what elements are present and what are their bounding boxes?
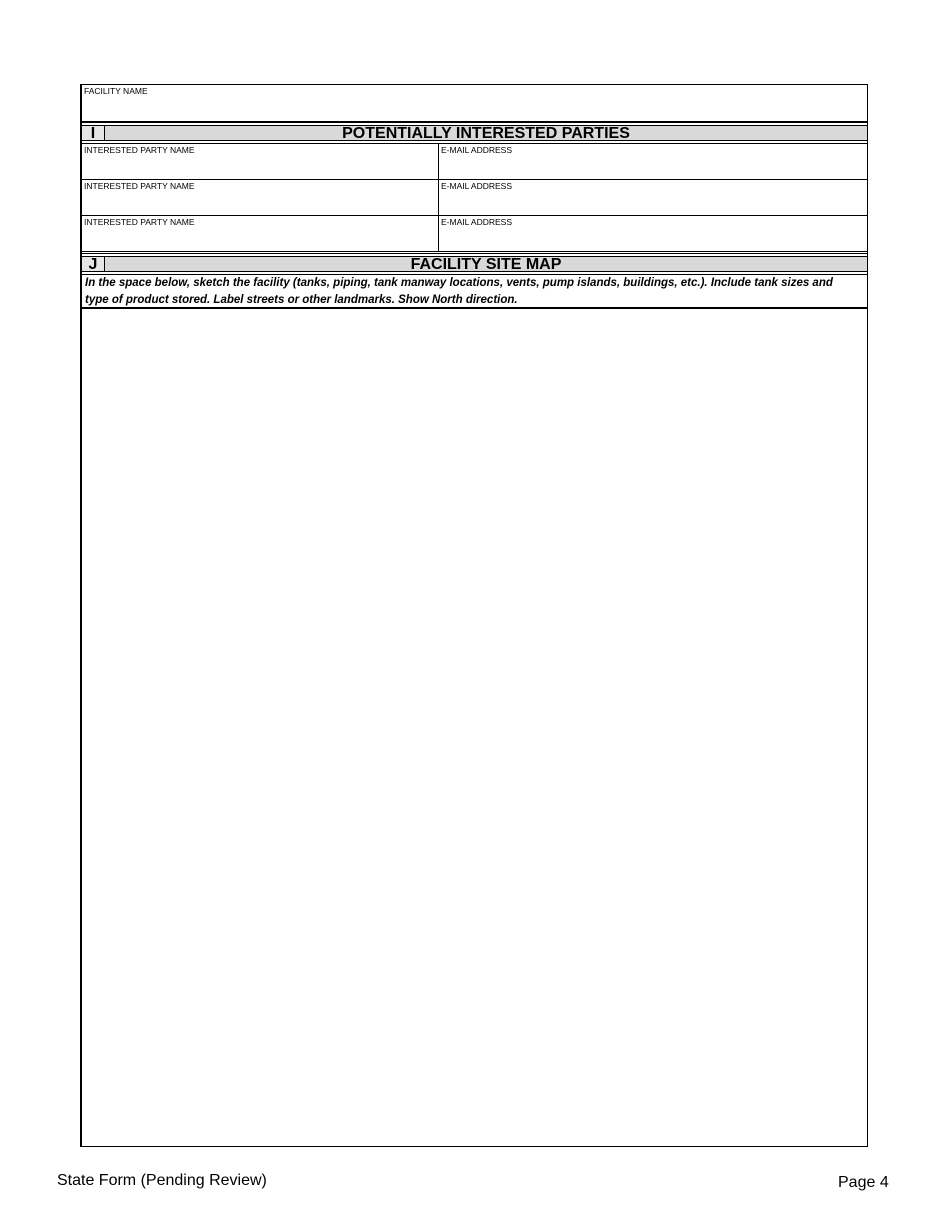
- interested-party-row: [82, 144, 867, 180]
- form-page: [80, 84, 868, 1147]
- email-address-field[interactable]: [439, 216, 867, 251]
- section-i-title: POTENTIALLY INTERESTED PARTIES: [105, 126, 867, 140]
- section-i-letter: I: [82, 126, 105, 140]
- site-map-sketch-area[interactable]: [82, 309, 867, 1146]
- interested-party-name-label: INTERESTED PARTY NAME: [84, 181, 195, 191]
- facility-name-field[interactable]: [82, 85, 867, 122]
- interested-party-name-field[interactable]: [82, 144, 439, 179]
- section-j-header: [82, 253, 867, 275]
- interested-party-row: [82, 180, 867, 216]
- interested-party-name-label: INTERESTED PARTY NAME: [84, 145, 195, 155]
- email-address-label: E-MAIL ADDRESS: [441, 145, 513, 155]
- interested-party-name-label: INTERESTED PARTY NAME: [84, 217, 195, 227]
- form-name-footer: State Form (Pending Review): [57, 1172, 267, 1189]
- section-i-header: [82, 122, 867, 144]
- interested-party-row: [82, 216, 867, 252]
- interested-party-name-field[interactable]: [82, 216, 439, 251]
- facility-name-label: FACILITY NAME: [84, 86, 148, 96]
- site-map-instructions: In the space below, sketch the facility (tanks, piping, tank manway locations, vents, pump islands, buildings, etc.). Include tank sizes and type of product stored. Label streets or other landmarks. Show North direction.: [82, 275, 867, 309]
- email-address-label: E-MAIL ADDRESS: [441, 217, 513, 227]
- email-address-label: E-MAIL ADDRESS: [441, 181, 513, 191]
- email-address-field[interactable]: [439, 180, 867, 215]
- section-j-title: FACILITY SITE MAP: [105, 257, 867, 271]
- email-address-field[interactable]: [439, 144, 867, 179]
- page-number: Page 4: [838, 1174, 889, 1191]
- interested-party-name-field[interactable]: [82, 180, 439, 215]
- section-j-letter: J: [82, 257, 105, 271]
